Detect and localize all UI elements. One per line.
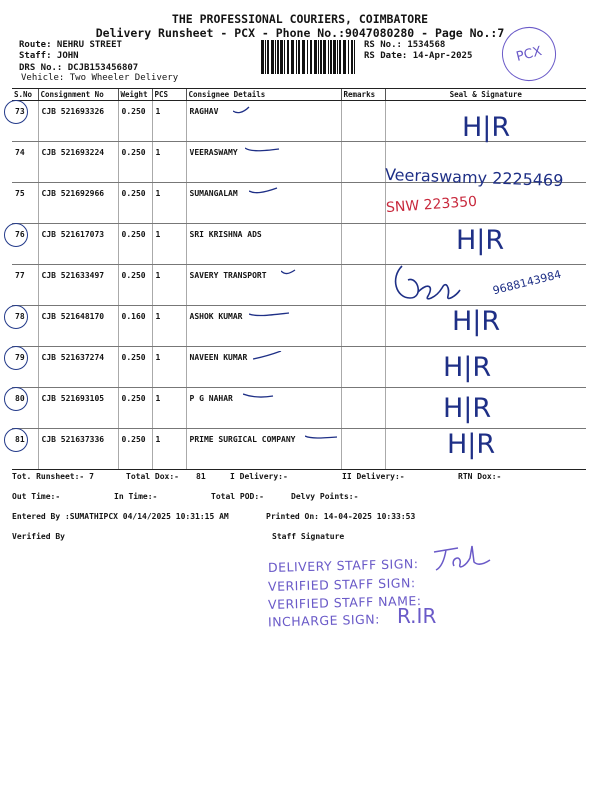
circled-mark: [4, 305, 28, 329]
handwritten-phone: 9688143984: [491, 267, 563, 298]
table-row: [12, 183, 586, 224]
row-weight: [118, 265, 152, 306]
row-sno: [12, 388, 38, 429]
col-header-seal: Seal & Signature: [385, 89, 586, 101]
signature-row-73: H|R: [462, 112, 511, 143]
row-consignee-text: ASHOK KUMAR: [189, 312, 243, 321]
row-consignment-no-text: CJB 521692966: [41, 189, 105, 198]
row-pcs-text: 1: [155, 271, 161, 280]
stamp-verified-staff-sign: VERIFIED STAFF SIGN:: [267, 575, 416, 594]
circled-mark: [4, 387, 28, 411]
row-consignee-text: VEERASWAMY: [189, 148, 238, 157]
row-consignment-no-text: CJB 521633497: [41, 271, 105, 280]
row-consignee-text: RAGHAV: [189, 107, 219, 116]
runsheet-subtitle: Delivery Runsheet - PCX - Phone No.:9047080280 - Page No.:7: [95, 26, 505, 40]
row-consignment-no: [38, 183, 118, 224]
row-consignment-no-text: CJB 521617073: [41, 230, 105, 239]
row-remarks: [341, 224, 385, 265]
row-consignment-no: [38, 388, 118, 429]
delvy-points: Delvy Points:-: [291, 492, 359, 501]
row-consignee: [186, 101, 341, 142]
row-pcs: [152, 142, 186, 183]
row-weight-text: 0.250: [121, 271, 146, 280]
drs-number: DRS No.: DCJB153456807: [19, 63, 139, 73]
row-consignment-no-text: CJB 521693224: [41, 148, 105, 157]
signature-row-79: H|R: [443, 352, 492, 383]
tick-mark: [243, 392, 287, 404]
row-sno-text: 79: [15, 353, 25, 362]
tick-mark: [305, 433, 349, 445]
row-pcs: [152, 347, 186, 388]
table-row: [12, 347, 586, 388]
row-consignee: [186, 306, 341, 347]
table-row: [12, 388, 586, 429]
out-time: Out Time:-: [12, 492, 61, 501]
row-pcs-text: 1: [155, 312, 161, 321]
row-consignment-no: [38, 306, 118, 347]
pcx-stamp: PCX: [496, 21, 561, 86]
row-sno-text: 74: [15, 148, 25, 157]
stamp-incharge-sign: INCHARGE SIGN:: [267, 611, 381, 630]
printed-on: Printed On: 14-04-2025 10:33:53: [266, 512, 416, 521]
row-remarks: [341, 388, 385, 429]
row-remarks: [341, 183, 385, 224]
row-consignment-no: [38, 429, 118, 470]
route-label: Route: NEHRU STREET: [19, 40, 122, 50]
row-sno-text: 81: [15, 435, 25, 444]
row-pcs: [152, 388, 186, 429]
row-consignee-text: SUMANGALAM: [189, 189, 238, 198]
signature-row-78: H|R: [452, 306, 501, 337]
row-pcs-text: 1: [155, 435, 161, 444]
row-consignee: [186, 265, 341, 306]
rtn-dox: RTN Dox:-: [458, 472, 502, 481]
row-consignee: [186, 224, 341, 265]
circled-mark: [4, 100, 28, 124]
row-weight: [118, 224, 152, 265]
incharge-signature: R.IR: [397, 604, 437, 628]
ii-delivery: II Delivery:-: [342, 472, 405, 481]
row-consignee: [186, 388, 341, 429]
table-row: [12, 429, 586, 470]
row-consignment-no-text: CJB 521637274: [41, 353, 105, 362]
signature-row-81: H|R: [447, 429, 496, 460]
col-header-pcs: PCS: [152, 89, 186, 101]
row-sno: [12, 306, 38, 347]
row-sno: [12, 142, 38, 183]
row-pcs-text: 1: [155, 230, 161, 239]
staff-label: Staff: JOHN: [19, 51, 79, 61]
tick-mark: [233, 105, 277, 117]
tick-mark: [249, 310, 293, 322]
handwritten-note-veeraswamy: Veeraswamy 2225469: [384, 164, 564, 191]
row-weight-text: 0.250: [121, 435, 146, 444]
circled-mark: [4, 223, 28, 247]
col-header-weight: Weight: [118, 89, 152, 101]
col-header-remarks: Remarks: [341, 89, 385, 101]
circled-mark: [4, 346, 28, 370]
signature-row-76: H|R: [456, 225, 505, 256]
row-consignee: [186, 183, 341, 224]
row-consignee-text: P G NAHAR: [189, 394, 233, 403]
row-consignee: [186, 429, 341, 470]
row-consignee-text: PRIME SURGICAL COMPANY: [189, 435, 296, 444]
row-pcs-text: 1: [155, 148, 161, 157]
row-pcs-text: 1: [155, 107, 161, 116]
row-weight: [118, 101, 152, 142]
handwritten-note-red: SNW 223350: [385, 193, 478, 217]
row-consignment-no: [38, 142, 118, 183]
row-weight-text: 0.250: [121, 107, 146, 116]
row-consignee-text: SRI KRISHNA ADS: [189, 230, 262, 239]
row-sno-text: 78: [15, 312, 25, 321]
vehicle-label: Vehicle: Two Wheeler Delivery: [21, 73, 179, 83]
row-sno-text: 73: [15, 107, 25, 116]
row-pcs-text: 1: [155, 189, 161, 198]
rs-number: RS No.: 1534568: [364, 40, 446, 50]
row-remarks: [341, 306, 385, 347]
row-pcs-text: 1: [155, 394, 161, 403]
runsheet-table: [12, 88, 586, 470]
row-sno: [12, 224, 38, 265]
rs-date: RS Date: 14-Apr-2025: [364, 51, 473, 61]
row-consignment-no-text: CJB 521693105: [41, 394, 105, 403]
row-consignee: [186, 347, 341, 388]
row-sno: [12, 429, 38, 470]
table-header-row: [12, 89, 586, 101]
row-weight: [118, 183, 152, 224]
row-weight: [118, 306, 152, 347]
row-sno-text: 76: [15, 230, 25, 239]
entered-by: Entered By :SUMATHIPCX 04/14/2025 10:31:15 AM: [12, 512, 229, 521]
signature-row-80: H|R: [443, 393, 492, 424]
col-header-consignee: Consignee Details: [186, 89, 341, 101]
row-consignee-text: NAVEEN KUMAR: [189, 353, 248, 362]
row-pcs: [152, 101, 186, 142]
barcode-image: [261, 40, 355, 74]
scribble-signature-77: [388, 258, 468, 308]
row-consignment-no: [38, 101, 118, 142]
row-sno-text: 77: [15, 271, 25, 280]
row-pcs: [152, 306, 186, 347]
row-weight-text: 0.250: [121, 230, 146, 239]
total-dox-label: Total Dox:-: [126, 472, 179, 481]
total-pod: Total POD:-: [211, 492, 264, 501]
row-consignee: [186, 142, 341, 183]
tick-mark: [249, 187, 293, 199]
row-weight: [118, 347, 152, 388]
row-consignment-no-text: CJB 521693326: [41, 107, 105, 116]
row-consignment-no-text: CJB 521648170: [41, 312, 105, 321]
row-consignment-no: [38, 265, 118, 306]
tick-mark: [281, 269, 325, 281]
tick-mark: [253, 351, 297, 363]
row-remarks: [341, 142, 385, 183]
col-header-consignment: Consignment No: [38, 89, 118, 101]
verified-by: Verified By: [12, 532, 65, 541]
row-weight-text: 0.250: [121, 353, 146, 362]
tick-mark: [245, 146, 289, 158]
row-sno: [12, 265, 38, 306]
row-weight-text: 0.160: [121, 312, 146, 321]
row-remarks: [341, 265, 385, 306]
delivery-staff-signature: [428, 540, 498, 574]
row-pcs: [152, 183, 186, 224]
row-remarks: [341, 347, 385, 388]
row-consignment-no: [38, 224, 118, 265]
row-pcs-text: 1: [155, 353, 161, 362]
row-sno-text: 75: [15, 189, 25, 198]
stamp-delivery-staff-sign: DELIVERY STAFF SIGN:: [267, 556, 419, 575]
row-weight: [118, 429, 152, 470]
circled-mark: [4, 428, 28, 452]
row-consignment-no: [38, 347, 118, 388]
row-sno: [12, 183, 38, 224]
row-pcs: [152, 265, 186, 306]
total-dox-value: 81: [196, 472, 206, 481]
row-weight-text: 0.250: [121, 148, 146, 157]
row-weight: [118, 142, 152, 183]
i-delivery: I Delivery:-: [230, 472, 288, 481]
row-weight: [118, 388, 152, 429]
row-sno-text: 80: [15, 394, 25, 403]
row-remarks: [341, 101, 385, 142]
row-sno: [12, 101, 38, 142]
stamp-verified-staff-name: VERIFIED STAFF NAME:: [267, 592, 422, 613]
total-runsheet: Tot. Runsheet:- 7: [12, 472, 94, 481]
row-pcs: [152, 224, 186, 265]
row-consignment-no-text: CJB 521637336: [41, 435, 105, 444]
row-sno: [12, 347, 38, 388]
company-title: THE PROFESSIONAL COURIERS, COIMBATORE: [171, 12, 429, 26]
col-header-sno: S.No: [12, 89, 38, 101]
row-pcs: [152, 429, 186, 470]
row-weight-text: 0.250: [121, 394, 146, 403]
row-consignee-text: SAVERY TRANSPORT: [189, 271, 267, 280]
staff-signature-label: Staff Signature: [272, 532, 345, 541]
row-weight-text: 0.250: [121, 189, 146, 198]
in-time: In Time:-: [114, 492, 158, 501]
